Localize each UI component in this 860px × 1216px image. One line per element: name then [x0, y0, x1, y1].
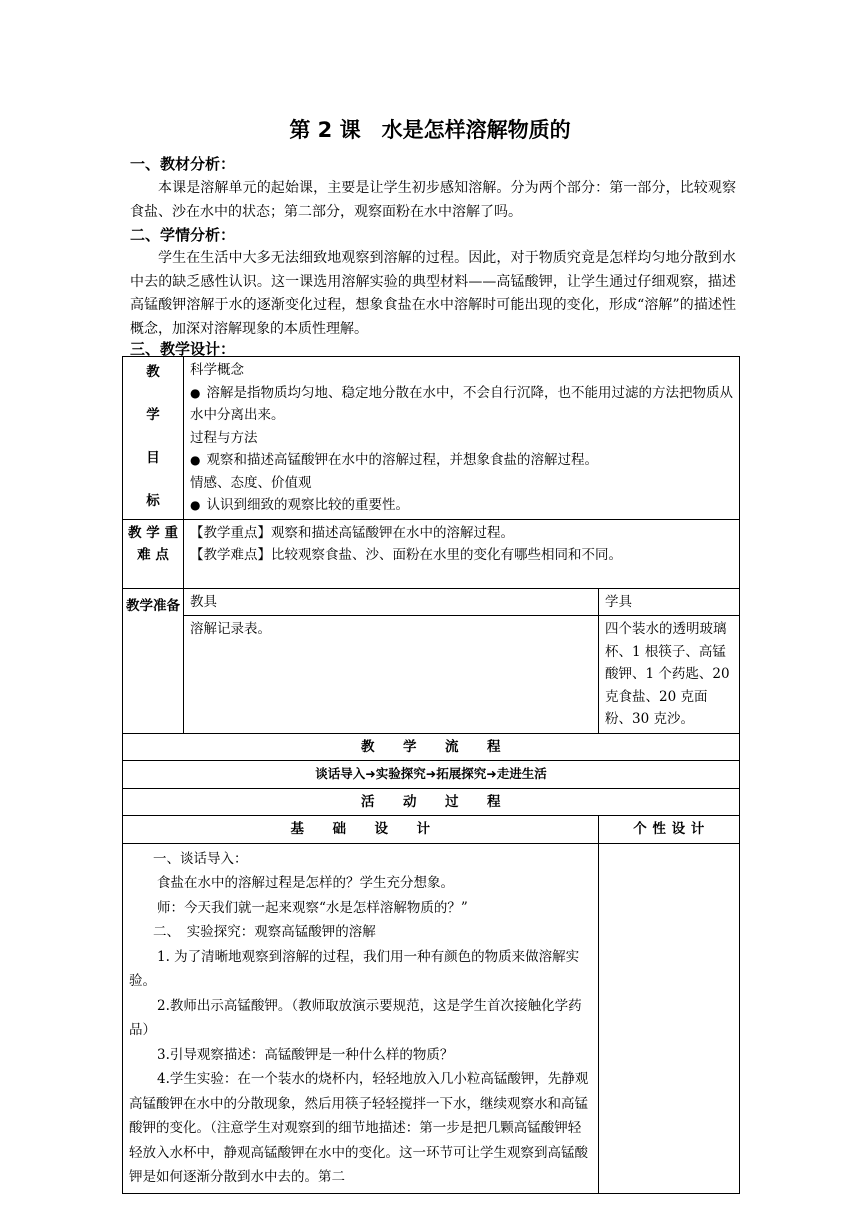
flow-header: 教 学 流 程 — [123, 733, 740, 761]
goal-attitude-item: ● 认识到细致的观察比较的重要性。 — [190, 497, 409, 513]
goals-label-char: 标 — [146, 493, 160, 510]
difficult-point: 【教学难点】比较观察食盐、沙、面粉在水里的变化有哪些相同和不同。 — [190, 547, 622, 563]
goals-label-char: 教 — [146, 364, 160, 380]
body-line: 二、 实验探究：观察高锰酸钾的溶解 — [153, 924, 376, 940]
activity-header: 活 动 过 程 — [123, 788, 740, 816]
goals-row — [123, 357, 740, 520]
section-text-textbook: 本课是溶解单元的起始课，主要是让学生初步感知溶解。分为两个部分：第一部分，比较观察食盐、沙在水中的状态；第二部分，观察面粉在水中溶解了吗。 — [130, 180, 736, 220]
body-line: 食盐在水中的溶解过程是怎样的？学生充分想象。 — [157, 875, 454, 891]
goals-label — [123, 357, 184, 520]
student-tools-label: 学具 — [599, 588, 740, 616]
teacher-tools-label: 教具 — [184, 588, 599, 616]
prep-label: 教学准备 — [123, 588, 184, 733]
bullet-icon: ● — [190, 498, 201, 512]
section-heading-students: 二、学情分析： — [130, 226, 236, 244]
key-points-content — [184, 519, 740, 588]
page-title: 第 2 课 水是怎样溶解物质的 — [289, 118, 571, 142]
basic-design-header: 基 础 设 计 — [123, 816, 599, 844]
bullet-icon: ● — [190, 385, 201, 400]
personal-design-header: 个 性 设 计 — [599, 816, 740, 844]
lesson-plan-table — [122, 356, 740, 1194]
basic-design-body — [123, 843, 599, 1193]
body-line: 师：今天我们就一起来观察“水是怎样溶解物质的？” — [157, 899, 468, 916]
key-points-label: 教 学 重 难 点 — [123, 519, 184, 588]
personal-design-body — [599, 843, 740, 1193]
prep-header-row — [123, 588, 740, 616]
design-header-row — [123, 816, 740, 844]
flow-row — [123, 761, 740, 789]
goals-label-char: 学 — [146, 407, 160, 424]
flow-header-row — [123, 733, 740, 761]
body-line: 1. 为了清晰地观察到溶解的过程，我们用一种有颜色的物质来做溶解实验。 — [129, 948, 580, 989]
section-heading-design: 三、教学设计： — [130, 340, 236, 358]
goal-process-title: 过程与方法 — [190, 429, 258, 446]
body-line: 4.学生实验：在一个装水的烧杯内，轻轻地放入几小粒高锰酸钾，先静观高锰酸钾在水中的分散现象，然后用筷子轻轻搅拌一下水，继续观察水和高锰酸钾的变化。（注意学生对观察到的细节地描述：第一步是把几颗高锰酸钾轻轻放入水杯中，静观高锰酸钾在水中的变化。这一环节可让学生观察到高锰酸钾是如何逐渐分散到水中去的。第二 — [129, 1071, 589, 1185]
goal-process-item: ● 观察和描述高锰酸钾在水中的溶解过程，并想象食盐的溶解过程。 — [190, 452, 598, 468]
activity-header-row — [123, 788, 740, 816]
student-tools: 四个装水的透明玻璃杯、1 根筷子、高锰酸钾、1 个药匙、20 克食盐、20 克面粉、30 克沙。 — [599, 616, 740, 734]
body-line: 2.教师出示高锰酸钾。（教师取放演示要规范，这是学生首次接触化学药品） — [129, 997, 582, 1038]
goal-sci-concept-item: ● 溶解是指物质均匀地、稳定地分散在水中，不会自行沉降，也不能用过滤的方法把物质从水中分离出来。 — [190, 384, 733, 423]
teacher-tools: 溶解记录表。 — [184, 616, 599, 734]
body-line: 3.引导观察描述：高锰酸钾是一种什么样的物质？ — [157, 1046, 454, 1063]
flow-steps: 谈话导入➜实验探究➜拓展探究➜走进生活 — [123, 761, 740, 789]
design-body-row — [123, 843, 740, 1193]
goal-sci-concept-title: 科学概念 — [190, 362, 244, 378]
goals-content — [184, 357, 740, 520]
goals-label-char: 目 — [146, 450, 160, 467]
key-points-row — [123, 519, 740, 588]
goal-attitude-title: 情感、态度、价值观 — [190, 474, 312, 491]
section-text-students: 学生在生活中大多无法细致地观察到溶解的过程。因此，对于物质究竟是怎样均匀地分散到水中去的缺乏感性认识。这一课选用溶解实验的典型材料——高锰酸钾，让学生通过仔细观察，描述高锰酸钾溶解于水的逐渐变化过程，想象食盐在水中溶解时可能出现的变化，形成“溶解”的描述性概念，加深对溶解现象的本质性理解。 — [130, 250, 736, 337]
prep-content-row — [123, 616, 740, 734]
key-point: 【教学重点】观察和描述高锰酸钾在水中的溶解过程。 — [190, 524, 514, 541]
bullet-icon: ● — [190, 453, 201, 467]
body-line: 一、谈话导入： — [153, 850, 248, 867]
section-heading-textbook: 一、教材分析： — [130, 155, 236, 173]
